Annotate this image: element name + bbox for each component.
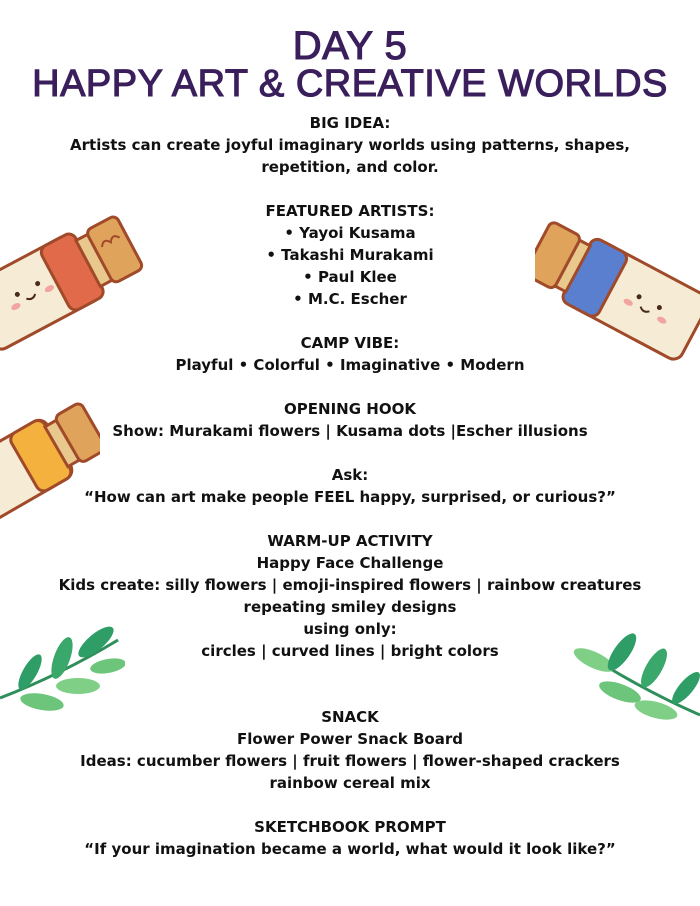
opening-hook-text: Show: Murakami flowers | Kusama dots |Escher illusions xyxy=(112,422,588,440)
snack-line: Ideas: cucumber flowers | fruit flowers | flower-shaped crackers xyxy=(80,752,620,770)
ask-text: “How can art make people FEEL happy, surprised, or curious?” xyxy=(84,488,616,506)
warm-up-line: circles | curved lines | bright colors xyxy=(201,642,499,660)
warm-up-section xyxy=(0,530,700,662)
opening-hook-heading: OPENING HOOK xyxy=(284,400,416,418)
snack-section xyxy=(0,706,700,794)
camp-vibe-text: Playful • Colorful • Imaginative • Modern xyxy=(175,356,525,374)
big-idea-section xyxy=(0,112,700,178)
featured-artists-heading: FEATURED ARTISTS: xyxy=(265,202,435,220)
sketchbook-text: “If your imagination became a world, what would it look like?” xyxy=(84,840,616,858)
snack-line: rainbow cereal mix xyxy=(269,774,431,792)
warm-up-line: Kids create: silly flowers | emoji-inspired flowers | rainbow creatures xyxy=(58,576,642,594)
ask-section xyxy=(0,464,700,508)
snack-subtitle: Flower Power Snack Board xyxy=(237,730,463,748)
warm-up-line: repeating smiley designs xyxy=(243,598,457,616)
big-idea-heading: BIG IDEA: xyxy=(309,114,391,132)
warm-up-subtitle: Happy Face Challenge xyxy=(256,554,444,572)
artist-item: • Yayoi Kusama xyxy=(284,224,416,242)
artist-item: • Takashi Murakami xyxy=(266,246,434,264)
artist-item: • M.C. Escher xyxy=(293,290,407,308)
ask-heading: Ask: xyxy=(331,466,369,484)
sketchbook-heading: SKETCHBOOK PROMPT xyxy=(254,818,446,836)
page-title-day: DAY 5 xyxy=(292,24,408,68)
camp-vibe-section xyxy=(0,332,700,376)
camp-vibe-heading: CAMP VIBE: xyxy=(300,334,400,352)
opening-hook-section xyxy=(0,398,700,442)
warm-up-line: using only: xyxy=(303,620,397,638)
artist-item: • Paul Klee xyxy=(303,268,397,286)
lesson-content xyxy=(0,112,700,882)
page-title-theme: HAPPY ART & CREATIVE WORLDS xyxy=(32,63,668,105)
featured-artists-section xyxy=(0,200,700,310)
big-idea-text: Artists can create joyful imaginary worlds using patterns, shapes, repetition, and color. xyxy=(70,136,630,176)
snack-heading: SNACK xyxy=(321,708,379,726)
sketchbook-section xyxy=(0,816,700,860)
warm-up-heading: WARM-UP ACTIVITY xyxy=(267,532,433,550)
